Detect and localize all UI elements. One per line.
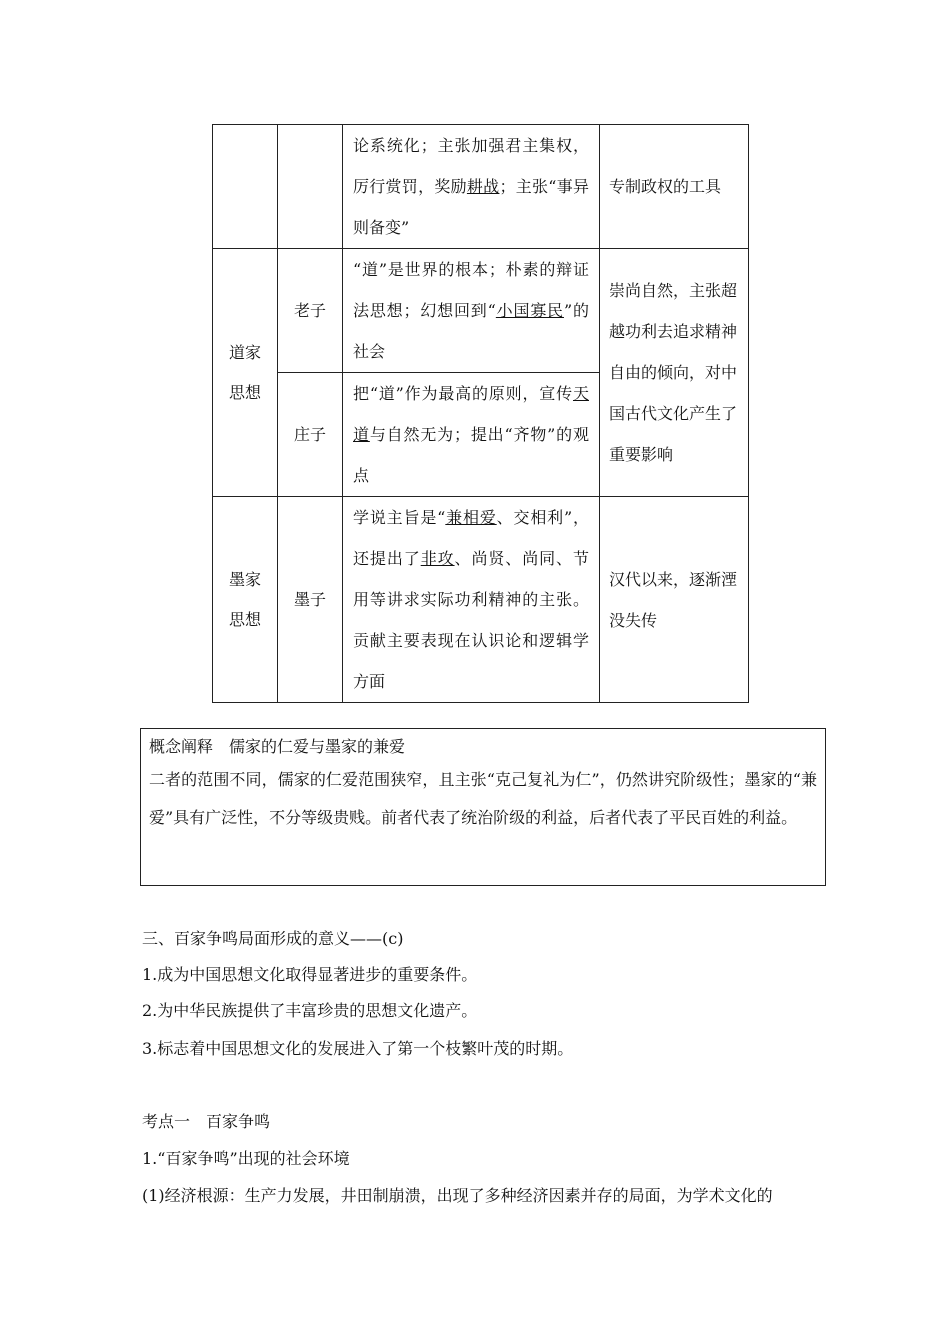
school-cell <box>213 125 278 249</box>
content-cell: 学说主旨是“兼相爱、交相利”，还提出了非攻、尚贤、尚同、节用等讲求实际功利精神的主张。贡献主要表现在认识论和逻辑学方面 <box>343 497 600 703</box>
content-cell: “道”是世界的根本；朴素的辩证法思想；幻想回到“小国寡民”的社会 <box>343 249 600 373</box>
influence-cell: 崇尚自然，主张超越功利去追求精神自由的倾向，对中国古代文化产生了重要影响 <box>600 249 749 497</box>
content-cell: 把“道”作为最高的原则，宣传天道与自然无为；提出“齐物”的观点 <box>343 373 600 497</box>
paragraph: (1)经济根源：生产力发展，井田制崩溃，出现了多种经济因素并存的局面，为学术文化的 <box>142 1186 773 1205</box>
schools-table <box>212 124 749 703</box>
concept-body: 二者的范围不同，儒家的仁爱范围狭窄，且主张“克己复礼为仁”，仍然讲究阶级性；墨家的“兼爱”具有广泛性，不分等级贵贱。前者代表了统治阶级的利益，后者代表了平民百姓的利益。 <box>149 770 817 827</box>
thinker-cell: 庄子 <box>278 373 343 497</box>
influence-cell: 专制政权的工具 <box>600 125 749 249</box>
table-row <box>213 497 749 703</box>
thinker-cell <box>278 125 343 249</box>
influence-cell: 汉代以来，逐渐湮没失传 <box>600 497 749 703</box>
list-item: 3.标志着中国思想文化的发展进入了第一个枝繁叶茂的时期。 <box>142 1039 574 1058</box>
subheading: 1.“百家争鸣”出现的社会环境 <box>142 1149 350 1168</box>
section-heading: 三、百家争鸣局面形成的意义——(c) <box>142 929 404 948</box>
list-item: 1.成为中国思想文化取得显著进步的重要条件。 <box>142 965 478 984</box>
school-cell: 墨家思想 <box>213 497 278 703</box>
kaodian-heading: 考点一 百家争鸣 <box>142 1112 271 1131</box>
list-item: 2.为中华民族提供了丰富珍贵的思想文化遗产。 <box>142 1001 478 1020</box>
concept-title: 概念阐释 儒家的仁爱与墨家的兼爱 <box>149 737 406 756</box>
table-row <box>213 125 749 249</box>
content-cell: 论系统化；主张加强君主集权，厉行赏罚，奖励耕战；主张“事异则备变” <box>343 125 600 249</box>
thinker-cell: 老子 <box>278 249 343 373</box>
concept-box <box>140 728 826 886</box>
thinker-cell: 墨子 <box>278 497 343 703</box>
table-row <box>213 249 749 373</box>
school-cell: 道家思想 <box>213 249 278 497</box>
